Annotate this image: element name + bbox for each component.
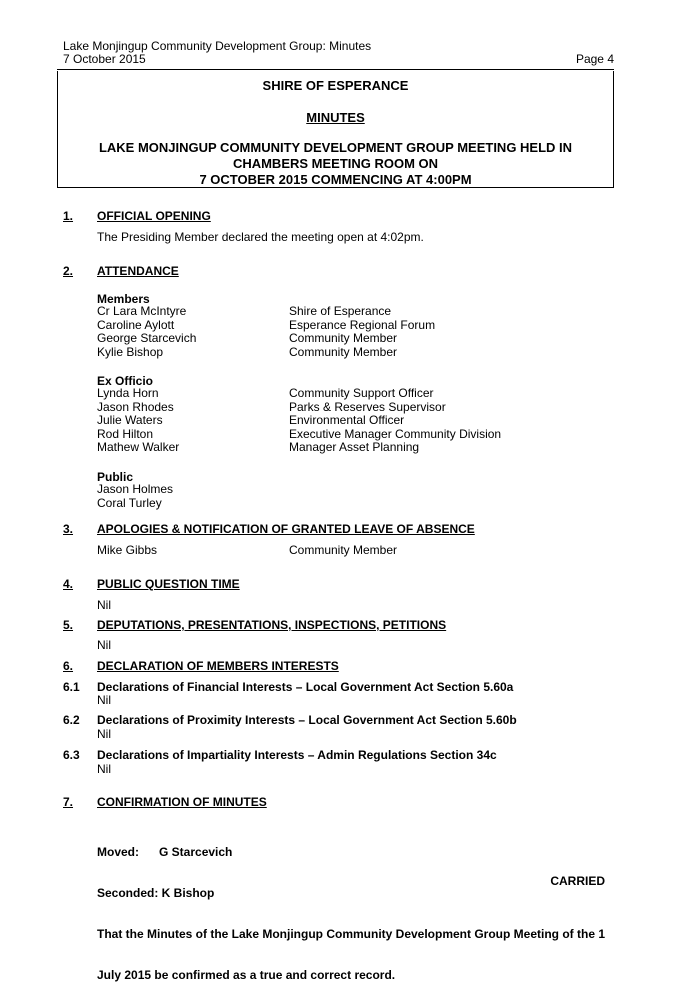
attendee-name: Jason Holmes: [97, 482, 174, 496]
subsection-title-proximity: Declarations of Proximity Interests – Local Government Act Section 5.60b: [97, 713, 517, 727]
attendee-name: Coral Turley: [97, 495, 162, 510]
attendee-name: Cr Lara McIntyre: [97, 304, 187, 318]
header-row: [63, 53, 614, 66]
public-heading: Public: [97, 470, 134, 484]
meeting-title-line: LAKE MONJINGUP COMMUNITY DEVELOPMENT GROUP MEETING HELD IN: [98, 140, 573, 155]
motion-text: That the Minutes of the Lake Monjingup Community Development Group Meeting of the 1: [97, 926, 606, 941]
section-number: 7.: [63, 795, 74, 809]
exofficio-heading: Ex Officio: [97, 374, 154, 388]
page-number: Page 4: [575, 52, 614, 66]
title-box: [57, 71, 614, 188]
moved-by: Moved: G Starcevich: [97, 845, 233, 860]
page-header: [63, 40, 614, 66]
apology-name: Mike Gibbs: [97, 543, 158, 557]
members-roles: [289, 305, 435, 359]
attendee-name: Mathew Walker: [97, 440, 180, 455]
attendee-role: Community Member: [289, 331, 398, 346]
subsection-title-impartiality: Declarations of Impartiality Interests – Admin Regulations Section 34c: [97, 748, 497, 762]
attendee-name: George Starcevich: [97, 331, 197, 346]
attendee-name: Lynda Horn: [97, 386, 159, 400]
subsection-text: Nil: [97, 762, 111, 776]
section-number: 5.: [63, 618, 74, 632]
carried-label: CARRIED: [550, 874, 605, 888]
meeting-title-line: CHAMBERS MEETING ROOM ON: [232, 156, 439, 171]
section-heading-deputations: DEPUTATIONS, PRESENTATIONS, INSPECTIONS, PETITIONS: [97, 618, 447, 632]
attendee-role: Community Member: [289, 344, 398, 359]
apology-role: Community Member: [289, 543, 398, 557]
public-names: [97, 483, 173, 510]
subsection-title-financial: Declarations of Financial Interests – Local Government Act Section 5.60a: [97, 680, 514, 694]
subsection-text: Nil: [97, 693, 111, 707]
meeting-title-line: 7 OCTOBER 2015 COMMENCING AT 4:00PM: [199, 172, 472, 187]
shire-title: SHIRE OF ESPERANCE: [262, 78, 409, 93]
section-heading-confirmation: CONFIRMATION OF MINUTES: [97, 795, 267, 809]
attendee-role: Executive Manager Community Division: [289, 426, 502, 441]
header-title: Lake Monjingup Community Development Group: Minutes: [63, 39, 372, 53]
exofficio-roles: [289, 387, 501, 455]
attendee-name: Rod Hilton: [97, 426, 154, 441]
motion-block: [97, 819, 605, 996]
attendee-role: Esperance Regional Forum: [289, 317, 436, 332]
members-heading: Members: [97, 292, 150, 306]
exofficio-names: [97, 387, 179, 455]
seconded-by: Seconded: K Bishop: [97, 885, 215, 900]
section-heading-public-question-time: PUBLIC QUESTION TIME: [97, 577, 240, 591]
attendee-name: Julie Waters: [97, 413, 163, 428]
public-question-text: Nil: [97, 598, 111, 612]
section-heading-declarations: DECLARATION OF MEMBERS INTERESTS: [97, 659, 339, 673]
motion-text: July 2015 be confirmed as a true and correct record.: [97, 967, 396, 982]
attendee-role: Environmental Officer: [289, 413, 405, 428]
minutes-title: MINUTES: [306, 110, 365, 125]
section-heading-apologies: APOLOGIES & NOTIFICATION OF GRANTED LEAVE OF ABSENCE: [97, 522, 475, 536]
section-number: 6.: [63, 659, 74, 673]
attendee-name: Jason Rhodes: [97, 399, 174, 414]
attendee-role: Manager Asset Planning: [289, 440, 420, 455]
section-heading-attendance: ATTENDANCE: [97, 264, 179, 278]
section-heading-official-opening: OFFICIAL OPENING: [97, 209, 211, 223]
members-names: [97, 305, 196, 359]
deputations-text: Nil: [97, 638, 111, 652]
subsection-text: Nil: [97, 727, 111, 741]
attendee-role: Parks & Reserves Supervisor: [289, 399, 446, 414]
subsection-number: 6.2: [63, 713, 80, 727]
attendee-role: Community Support Officer: [289, 386, 434, 400]
section-number: 3.: [63, 522, 74, 536]
section-number: 4.: [63, 577, 74, 591]
opening-text: The Presiding Member declared the meeting open at 4:02pm.: [97, 230, 424, 244]
subsection-number: 6.3: [63, 748, 80, 762]
meeting-title: [78, 140, 593, 188]
section-number: 1.: [63, 209, 74, 223]
header-date: 7 October 2015: [63, 52, 146, 66]
section-number: 2.: [63, 264, 74, 278]
subsection-number: 6.1: [63, 680, 80, 694]
attendee-name: Caroline Aylott: [97, 317, 175, 332]
header-divider: [57, 69, 614, 70]
attendee-name: Kylie Bishop: [97, 344, 164, 359]
attendee-role: Shire of Esperance: [289, 304, 392, 318]
